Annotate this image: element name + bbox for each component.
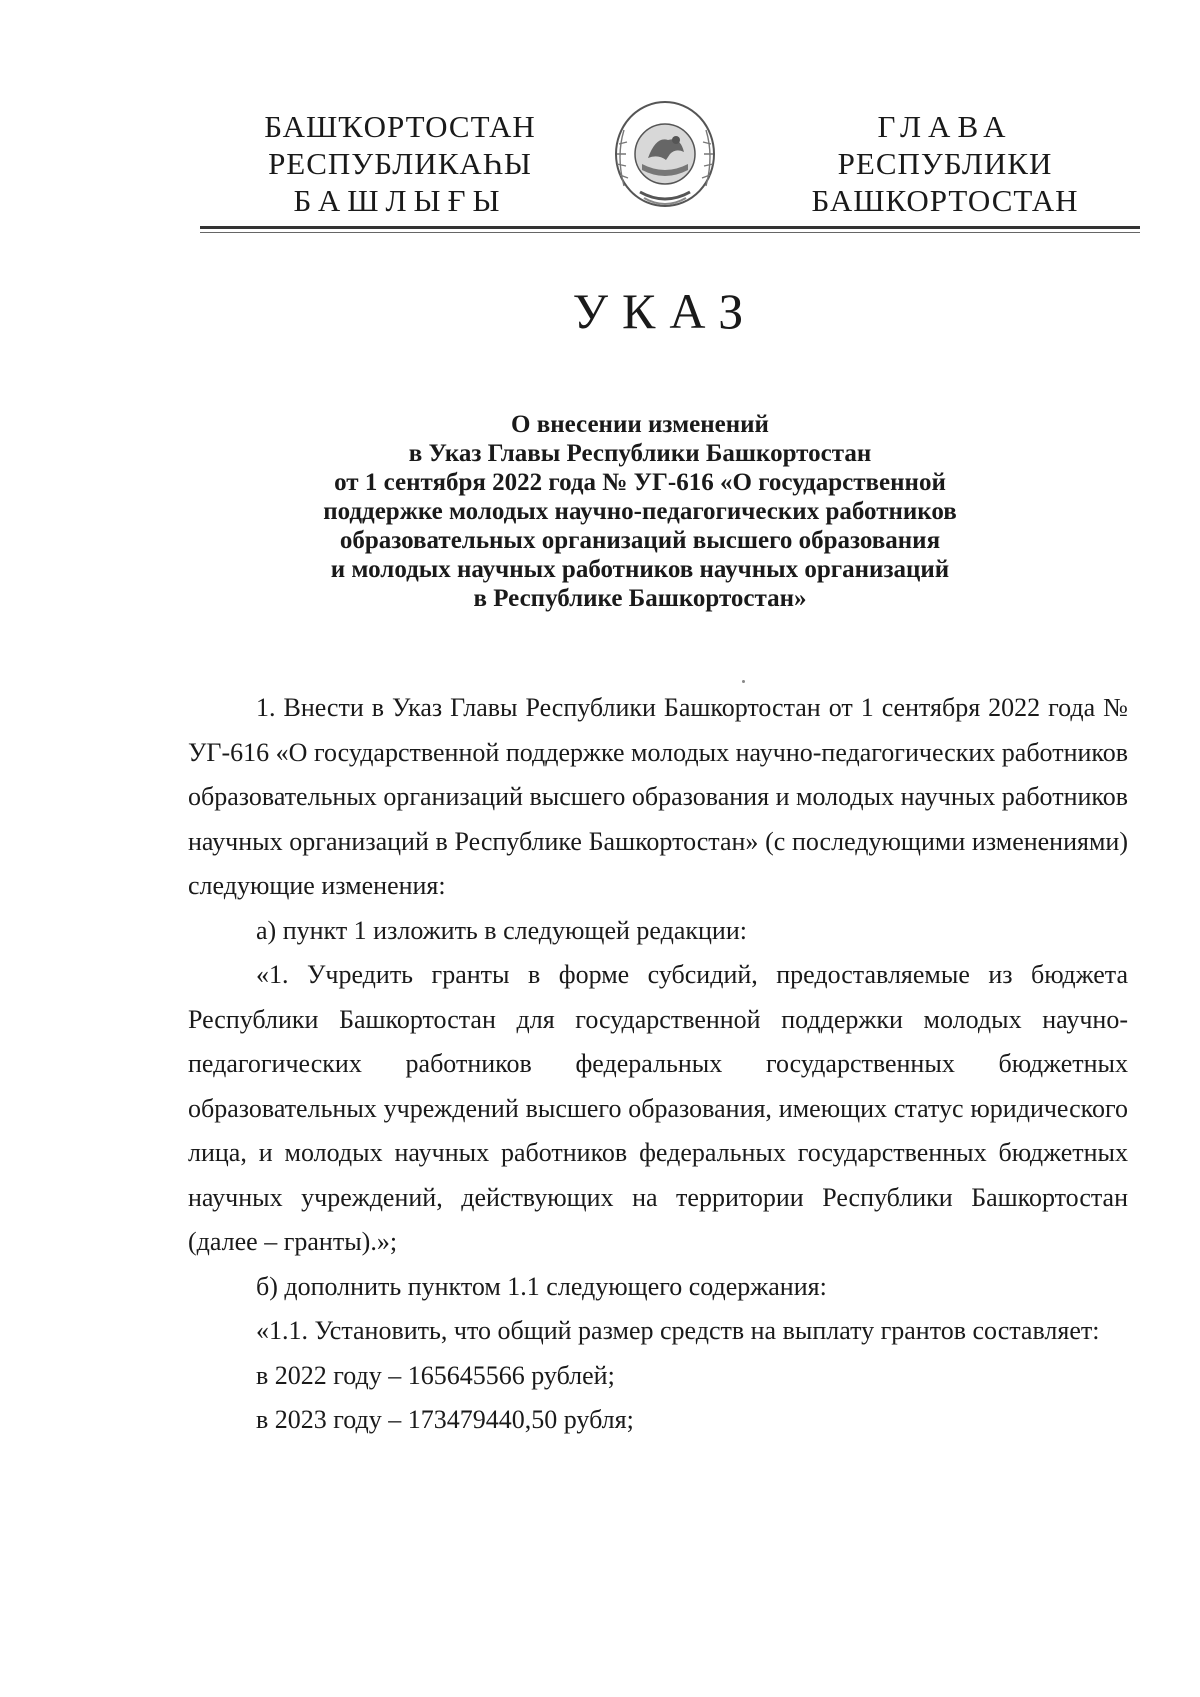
issuer-bashkir-line-1: БАШҠОРТОСТАН (264, 109, 536, 144)
issuer-russian-line-2: РЕСПУБЛИКИ (837, 146, 1053, 181)
bashkortostan-coat-of-arms-icon (610, 100, 720, 218)
paragraph-quoted-item-1-1: «1.1. Установить, что общий размер средств на выплату грантов составляет: (256, 1316, 1100, 1345)
header-divider-thin (200, 232, 1140, 233)
title-line: в Республике Башкортостан» (473, 585, 807, 612)
amount-2022: в 2022 году – 165645566 рублей; (256, 1360, 615, 1390)
paragraph-subitem-a: а) пункт 1 изложить в следующей редакции: (256, 915, 747, 945)
paragraph-subitem-b: б) дополнить пунктом 1.1 следующего содержания: (256, 1271, 827, 1301)
issuer-russian-line-3: БАШКОРТОСТАН (811, 183, 1079, 218)
issuer-bashkir-line-3: БАШЛЫҒЫ (293, 183, 507, 218)
paragraph-item-1: 1. Внести в Указ Главы Республики Башкортостан от 1 сентября 2022 года № УГ-616 «О государственной поддержке молодых научно-педагогических работников образовательных организаций высшего образования и молодых научных работников научных организаций в Республике Башкортостан» (с последующими изменениями) следующие изменения: (188, 693, 1128, 900)
document-type: УКАЗ (572, 283, 758, 339)
scan-speck (742, 680, 745, 683)
issuer-russian-line-1: ГЛАВА (877, 109, 1013, 144)
issuer-bashkir (255, 108, 545, 219)
issuer-bashkir-line-2: РЕСПУБЛИКАҺЫ (268, 146, 532, 181)
document-body (188, 686, 1128, 1443)
document-title (260, 410, 1020, 613)
title-line: поддержке молодых научно-педагогических работников (323, 498, 957, 525)
title-line: и молодых научных работников научных организаций (330, 556, 950, 583)
amount-2023: в 2023 году – 173479440,50 рубля; (256, 1405, 634, 1434)
title-line: образовательных организаций высшего образования (339, 527, 941, 554)
paragraph-quoted-item-1: «1. Учредить гранты в форме субсидий, предоставляемые из бюджета Республики Башкортостан для государственной поддержки молодых научно-педагогических работников федеральных государственных бюджетных образовательных учреждений высшего образования, имеющих статус юридического лица, и молодых научных работников федеральных государственных бюджетных научных учреждений, действующих на территории Республики Башкортостан (далее – гранты).»; (188, 960, 1128, 1256)
issuer-russian (800, 108, 1090, 219)
title-line: О внесении изменений (511, 411, 769, 438)
title-line: от 1 сентября 2022 года № УГ-616 «О государственной (334, 469, 946, 496)
header-divider (200, 226, 1140, 229)
title-line: в Указ Главы Республики Башкортостан (408, 440, 872, 467)
